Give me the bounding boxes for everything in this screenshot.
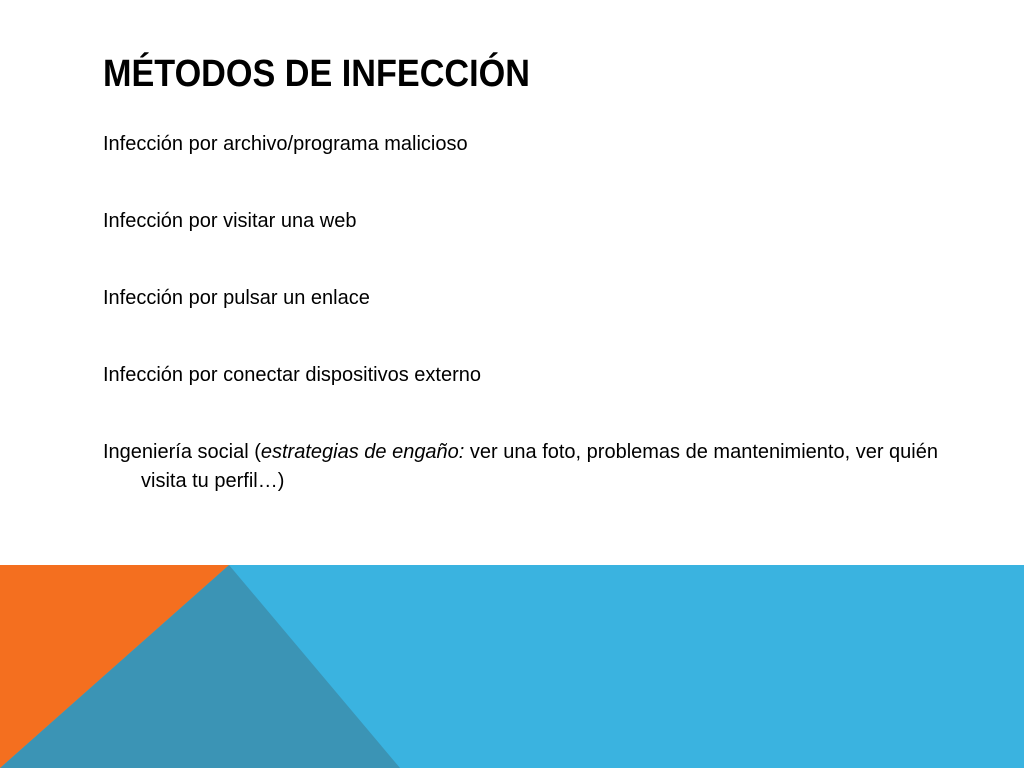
bullet-emphasis: estrategias de engaño: (260, 441, 465, 463)
bullet-list (103, 130, 943, 544)
bullet-item: Infección por pulsar un enlace (103, 287, 370, 309)
slide-title: MÉTODOS DE INFECCIÓN (103, 53, 530, 95)
decorative-color-band (0, 565, 1024, 768)
bullet-item: Infección por visitar una web (103, 210, 357, 232)
bullet-item-social-engineering (103, 438, 943, 496)
bullet-item: Infección por archivo/programa malicioso (103, 133, 468, 155)
bullet-suffix: ver una foto, problemas de mantenimiento, ver quién visita tu perfil…) (141, 441, 938, 492)
bullet-prefix: Ingeniería social ( (103, 441, 261, 463)
bullet-item: Infección por conectar dispositivos externo (103, 364, 481, 386)
